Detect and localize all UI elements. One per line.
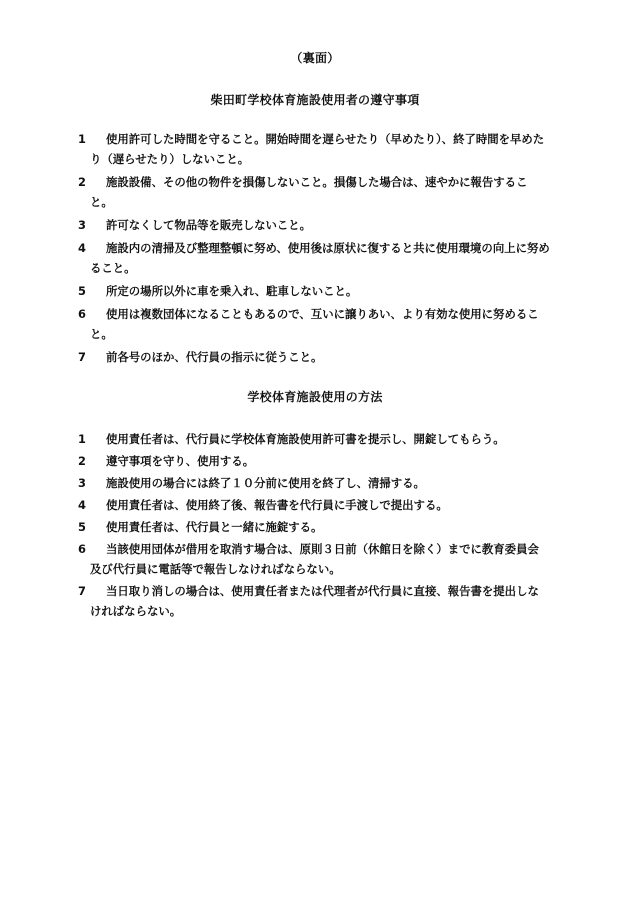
list-item xyxy=(78,172,550,212)
list-item xyxy=(78,495,550,515)
item-number: 6 xyxy=(78,307,86,321)
list-item xyxy=(78,581,550,621)
list-item xyxy=(78,238,550,278)
method-section-title: 学校体育施設使用の方法 xyxy=(247,390,383,404)
rules-section-title: 柴田町学校体育施設使用者の遵守事項 xyxy=(210,93,420,107)
method-list xyxy=(78,429,550,623)
item-text: 前各号のほか、代行員の指示に従うこと。 xyxy=(106,350,323,364)
item-number: 7 xyxy=(78,350,86,364)
list-item xyxy=(78,429,550,449)
item-text: 使用責任者は、代行員と一緒に施錠する。 xyxy=(106,520,323,534)
item-text: 使用責任者は、使用終了後、報告書を代行員に手渡しで提出する。 xyxy=(106,498,448,512)
list-item xyxy=(78,129,550,169)
item-text: 使用許可した時間を守ること。開始時間を遅らせたり（早めたり）、終了時間を早めたり（遅らせたり）しないこと。 xyxy=(90,132,545,166)
item-number: 4 xyxy=(78,241,86,255)
list-item xyxy=(78,517,550,537)
item-number: 7 xyxy=(78,584,86,598)
item-text: 施設使用の場合には終了１０分前に使用を終了し、清掃する。 xyxy=(106,476,425,490)
back-side-label: （裏面） xyxy=(290,51,340,65)
item-number: 3 xyxy=(78,218,86,232)
rules-list xyxy=(78,129,550,370)
item-text: 許可なくして物品等を販売しないこと。 xyxy=(106,218,312,232)
item-text: 施設内の清掃及び整理整頓に努め、使用後は原状に復すると共に使用環境の向上に努めること。 xyxy=(90,241,550,275)
item-text: 遵守事項を守り、使用する。 xyxy=(106,454,255,468)
list-item xyxy=(78,215,550,235)
item-text: 使用責任者は、代行員に学校体育施設使用許可書を提示し、開錠してもらう。 xyxy=(106,432,505,446)
list-item xyxy=(78,347,550,367)
item-text: 所定の場所以外に車を乗入れ、駐車しないこと。 xyxy=(106,284,358,298)
item-number: 2 xyxy=(78,454,86,468)
list-item xyxy=(78,473,550,493)
item-number: 1 xyxy=(78,432,86,446)
item-number: 3 xyxy=(78,476,86,490)
item-number: 4 xyxy=(78,498,86,512)
list-item xyxy=(78,539,550,579)
list-item xyxy=(78,451,550,471)
item-text: 施設設備、その他の物件を損傷しないこと。損傷した場合は、速やかに報告すること。 xyxy=(90,175,528,209)
item-text: 使用は複数団体になることもあるので、互いに譲りあい、より有効な使用に努めること。 xyxy=(90,307,539,341)
item-number: 2 xyxy=(78,175,86,189)
list-item xyxy=(78,281,550,301)
item-number: 5 xyxy=(78,520,86,534)
item-number: 5 xyxy=(78,284,86,298)
item-text: 当日取り消しの場合は、使用責任者または代理者が代行員に直接、報告書を提出しなければならない。 xyxy=(90,584,539,618)
item-number: 1 xyxy=(78,132,86,146)
list-item xyxy=(78,304,550,344)
item-text: 当該使用団体が借用を取消す場合は、原則３日前（休館日を除く）までに教育委員会及び代行員に電話等で報告しなければならない。 xyxy=(90,542,539,576)
item-number: 6 xyxy=(78,542,86,556)
